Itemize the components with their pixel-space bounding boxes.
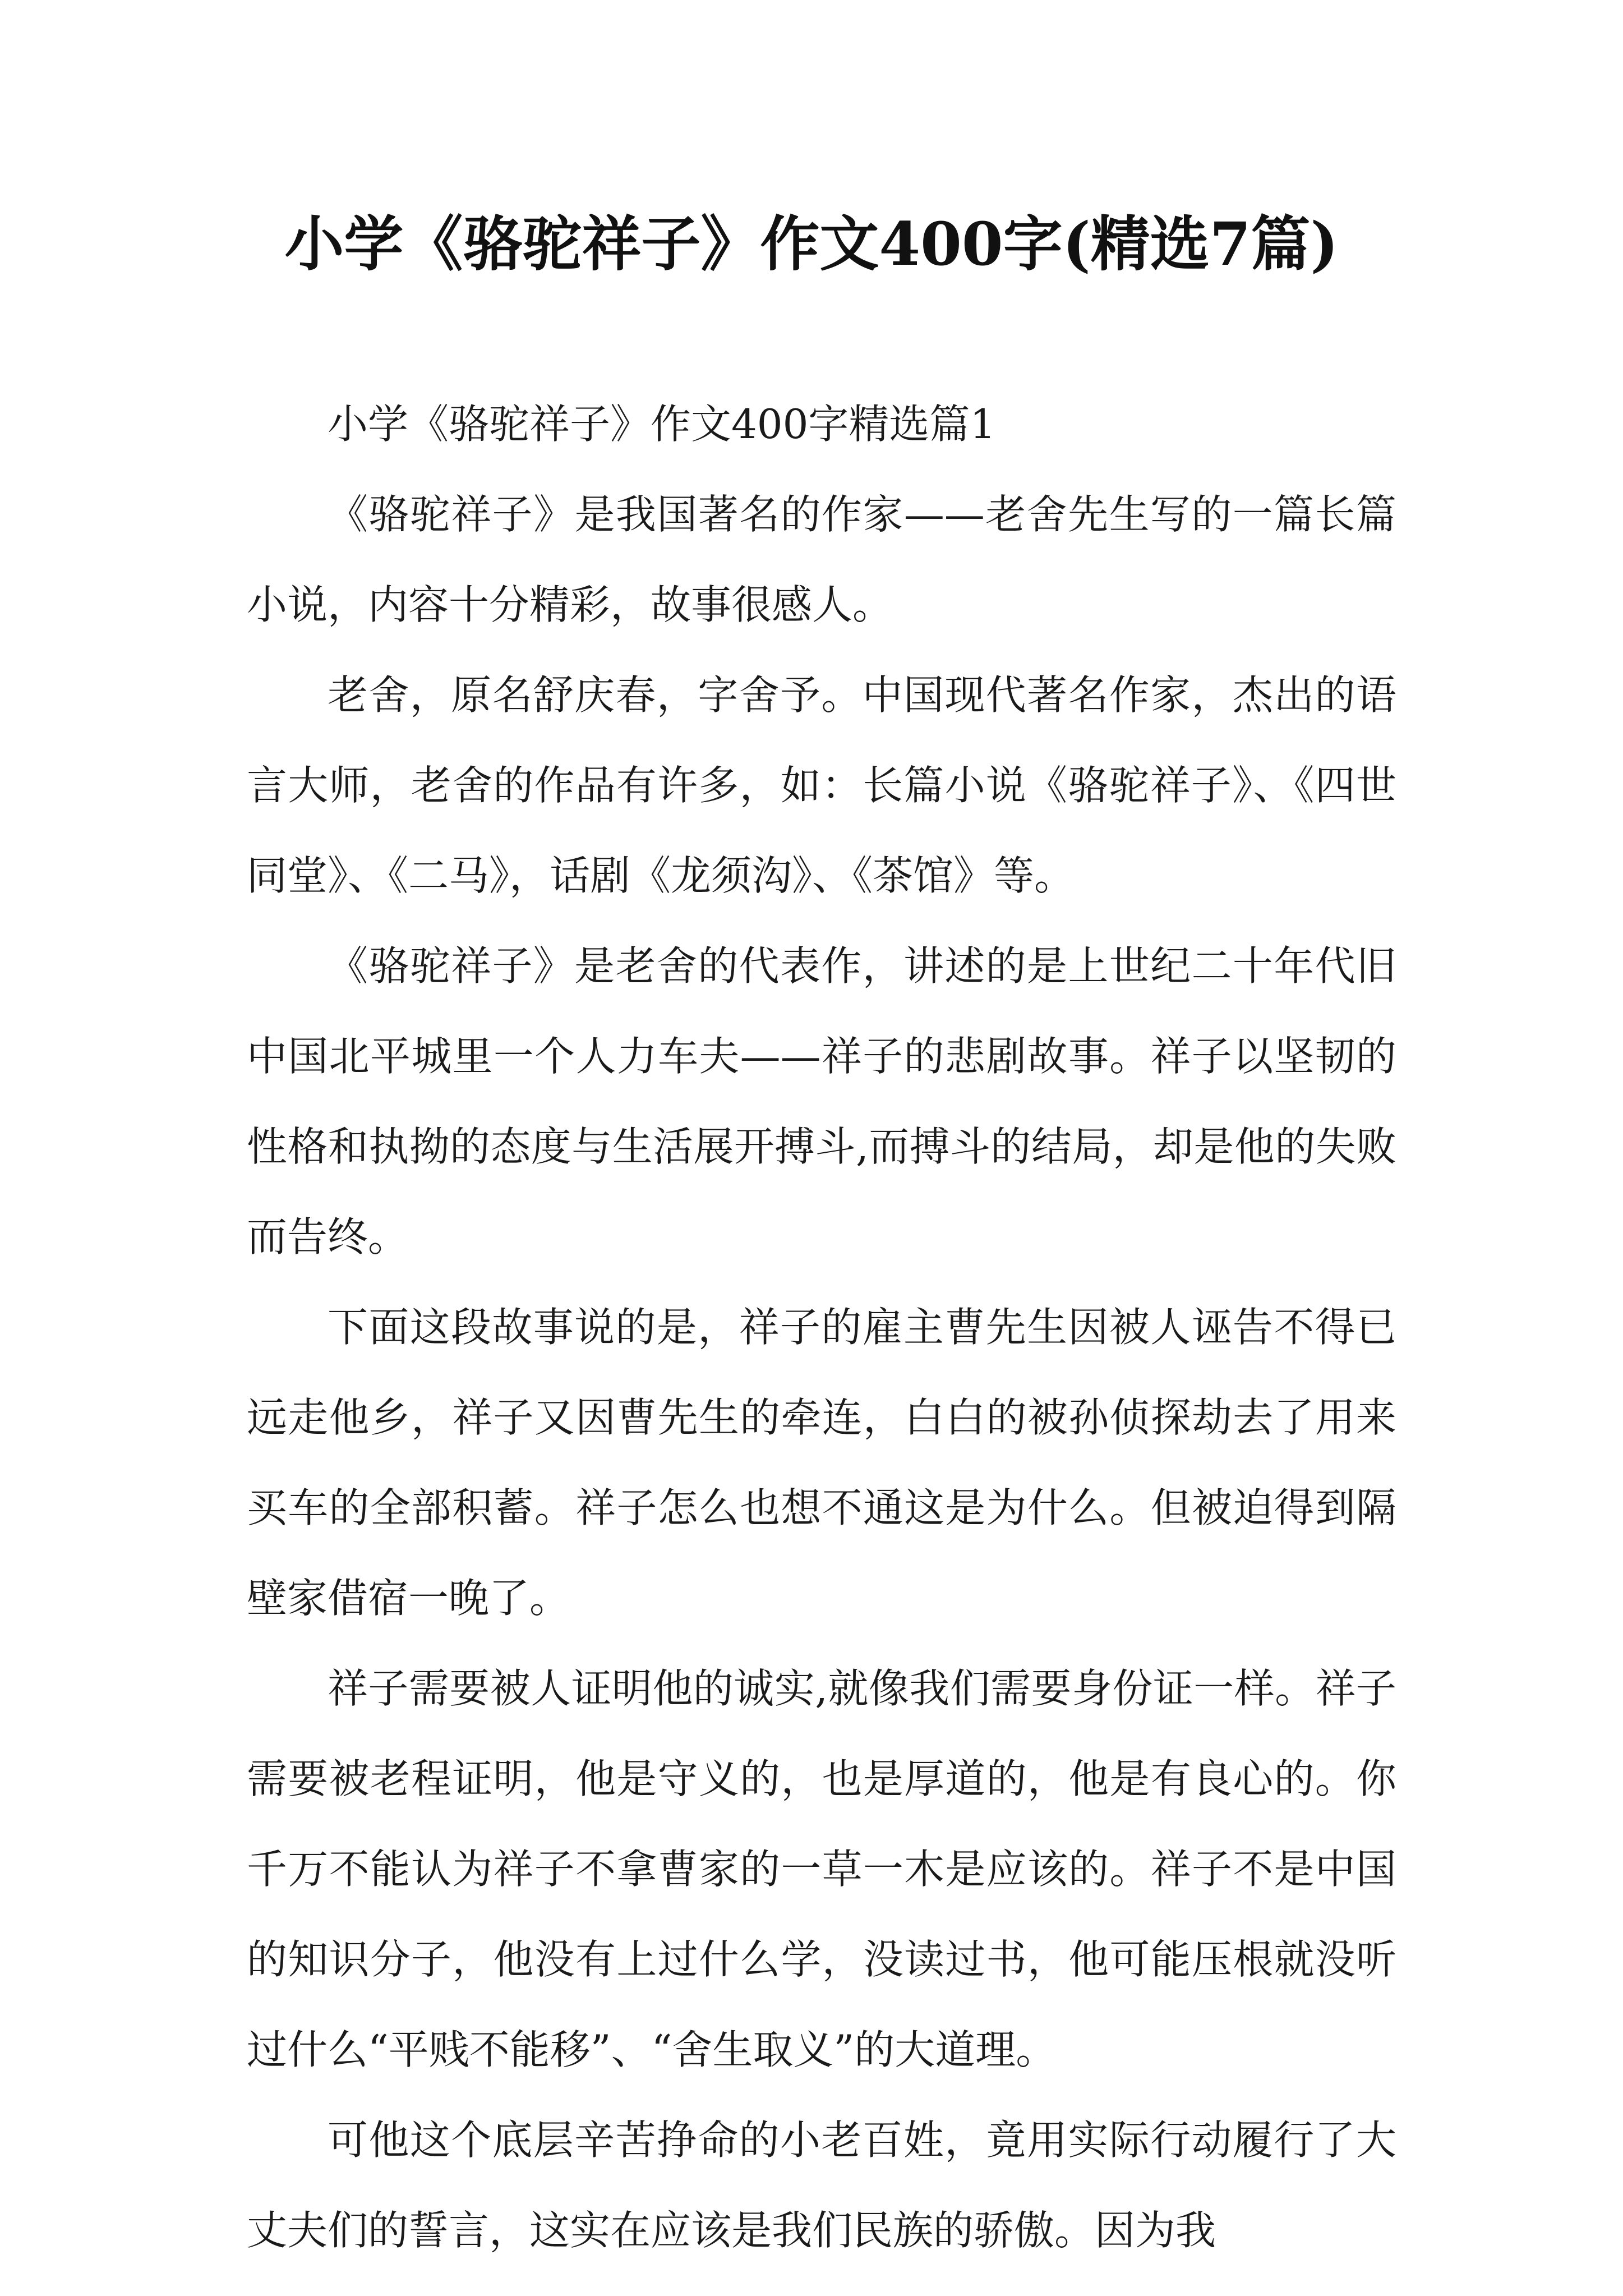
document-title: 小学《骆驼祥子》作文400字(精选7篇) (284, 209, 1339, 279)
paragraph: 可他这个底层辛苦挣命的小老百姓，竟用实际行动履行了大丈夫们的誓言，这实在应该是我们民族的骄傲。因为我 (247, 2116, 1396, 2254)
paragraph: 《骆驼祥子》是老舍的代表作，讲述的是上世纪二十年代旧中国北平城里一个人力车夫——祥子的悲剧故事。祥子以坚韧的性格和执拗的态度与生活展开搏斗,而搏斗的结局，却是他的失败而告终。 (247, 942, 1396, 1260)
paragraph: 祥子需要被人证明他的诚实,就像我们需要身份证一样。祥子需要被老程证明，他是守义的，也是厚道的，他是有良心的。你千万不能认为祥子不拿曹家的一草一木是应该的。祥子不是中国的知识分子，他没有上过什么学，没读过书，他可能压根就没听过什么“平贱不能移”、“舍生取义”的大道理。 (247, 1665, 1396, 2073)
document-body (247, 379, 1396, 2276)
section-heading: 小学《骆驼祥子》作文400字精选篇1 (328, 401, 996, 448)
paragraph: 老舍，原名舒庆春，字舍予。中国现代著名作家，杰出的语言大师，老舍的作品有许多，如：长篇小说《骆驼祥子》、《四世同堂》、《二马》，话剧《龙须沟》、《茶馆》等。 (247, 671, 1396, 899)
paragraph: 下面这段故事说的是，祥子的雇主曹先生因被人诬告不得已远走他乡，祥子又因曹先生的牵连，白白的被孙侦探劫去了用来买车的全部积蓄。祥子怎么也想不通这是为什么。但被迫得到隔壁家借宿一晚了。 (247, 1304, 1396, 1622)
paragraph: 《骆驼祥子》是我国著名的作家——老舍先生写的一篇长篇小说，内容十分精彩，故事很感人。 (247, 491, 1396, 628)
